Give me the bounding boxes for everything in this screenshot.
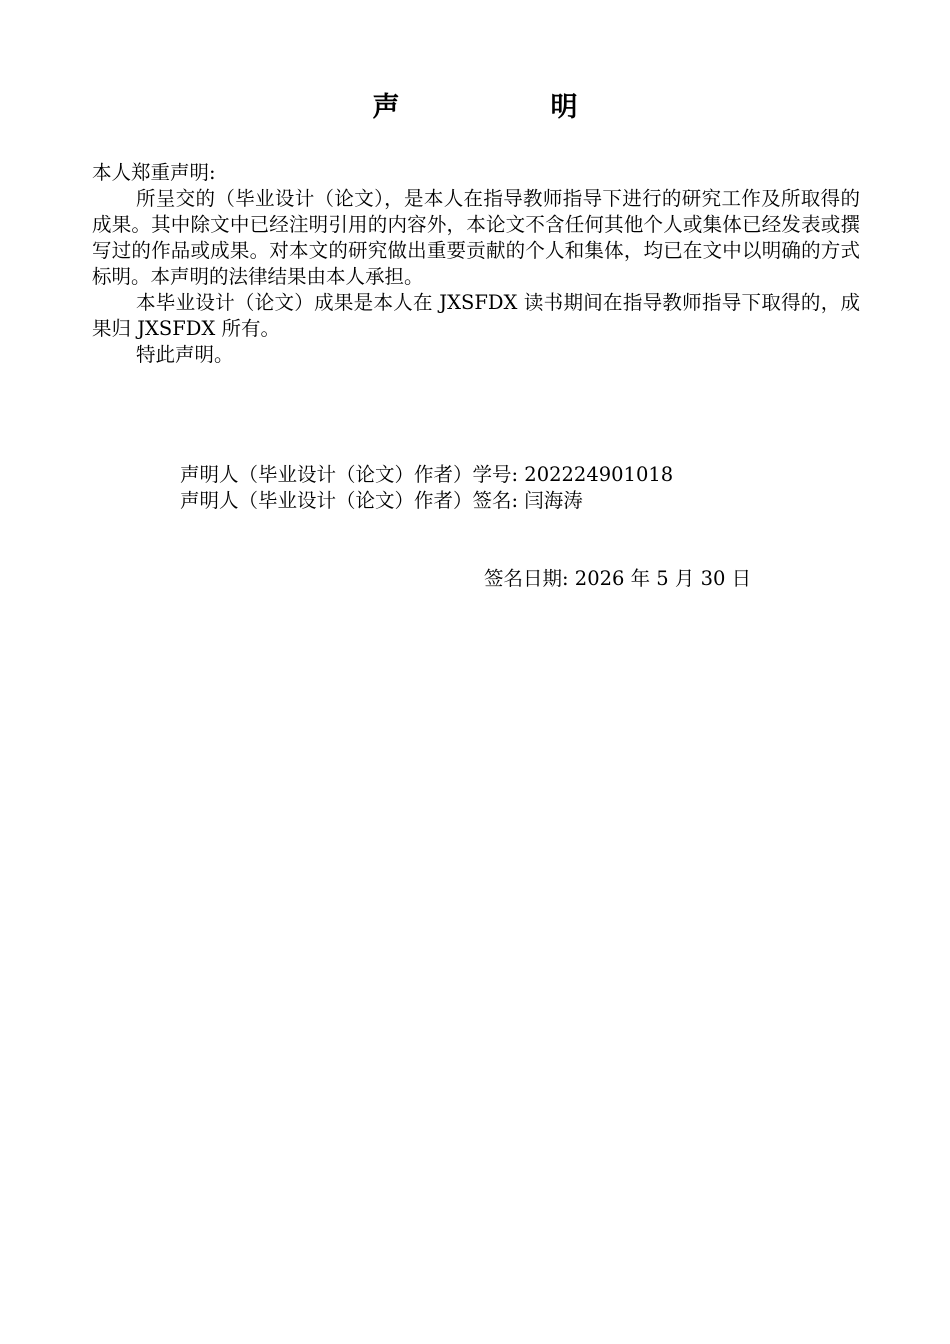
declaration-paragraph-originality: 所呈交的（毕业设计（论文），是本人在指导教师指导下进行的研究工作及所取得的成果。其中除文中已经注明引用的内容外，本论文不含任何其他个人或集体已经发表或撰写过的作品或成果。对本文的研究做出重要贡献的个人和集体，均已在文中以明确的方式标明。本声明的法律结果由本人承担。	[92, 187, 860, 288]
student-id-row	[180, 462, 673, 488]
declaration-body	[92, 160, 860, 368]
signature-date-row	[484, 566, 751, 592]
signature-row	[180, 488, 673, 514]
declarant-block	[180, 462, 673, 514]
signature-date-value: 2026 年 5 月 30 日	[574, 567, 752, 590]
student-id-value: 202224901018	[524, 463, 674, 486]
signature-date-label: 签名日期:	[484, 567, 569, 590]
declaration-paragraph-ownership: 本毕业设计（论文）成果是本人在 JXSFDX 读书期间在指导教师指导下取得的，成果归 JXSFDX 所有。	[92, 291, 860, 340]
signature-label: 声明人（毕业设计（论文）作者）签名:	[180, 489, 519, 512]
signature-value: 闫海涛	[524, 489, 583, 512]
page-title: 声 明	[372, 92, 640, 123]
intro-line: 本人郑重声明:	[92, 161, 216, 184]
student-id-label: 声明人（毕业设计（论文）作者）学号:	[180, 463, 519, 486]
closing-line: 特此声明。	[136, 343, 234, 366]
